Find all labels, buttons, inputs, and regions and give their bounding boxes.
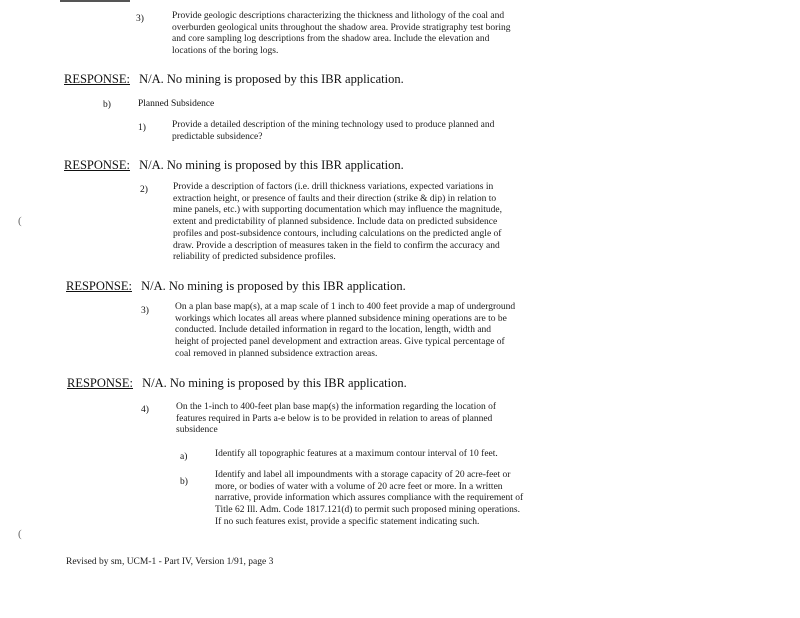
- response-label: RESPONSE:: [67, 376, 133, 390]
- item-number: 4): [141, 405, 149, 415]
- subitem-letter: b): [180, 477, 188, 487]
- paragraph-line: reliability of predicted subsidence profiles.: [173, 252, 336, 263]
- paragraph-line: and core sampling log descriptions from the shadow area. Include the elevation and: [172, 34, 490, 45]
- page-footer: Revised by sm, UCM-1 - Part IV, Version 1/91, page 3: [66, 557, 274, 567]
- paragraph-line: locations of the boring logs.: [172, 46, 279, 57]
- item1-paragraph: [172, 120, 732, 143]
- item3-top-paragraph: [172, 11, 732, 58]
- paragraph-line: Provide a detailed description of the mining technology used to produce planned and: [172, 120, 495, 130]
- section-title: Planned Subsidence: [138, 99, 215, 109]
- item4a-paragraph: [215, 449, 745, 461]
- paragraph-line: more, or bodies of water with a volume of 20 acre feet or more. In a written: [215, 481, 503, 492]
- paragraph-line: profiles and post-subsidence contours, including calculations on the predicted angle of: [173, 228, 502, 239]
- paragraph-line: narrative, provide information which assures compliance with the requirement of: [215, 493, 524, 504]
- paragraph-line: features required in Parts a-e below is to be provided in relation to areas of planned: [176, 413, 493, 424]
- paragraph-line: Title 62 Ill. Adm. Code 1817.121(d) to permit such proposed mining operations.: [215, 505, 520, 516]
- paragraph-line: conducted. Include detailed information in regard to the location, length, width and: [175, 325, 492, 336]
- section-number: b): [103, 100, 111, 110]
- binder-hole-mark: (: [18, 528, 22, 540]
- response-label: RESPONSE:: [64, 72, 130, 86]
- item-number: 1): [138, 123, 146, 133]
- response-line: [64, 72, 404, 87]
- response-text: N/A. No mining is proposed by this IBR application.: [139, 158, 404, 172]
- response-text: N/A. No mining is proposed by this IBR application.: [141, 279, 406, 293]
- binder-hole-mark: (: [18, 215, 22, 227]
- paragraph-line: Provide geologic descriptions characterizing the thickness and lithology of the coal and: [172, 11, 505, 21]
- item4b-paragraph: [215, 470, 755, 529]
- paragraph-line: If no such features exist, provide a specific statement indicating such.: [215, 516, 480, 527]
- response-line: [66, 279, 406, 294]
- response-label: RESPONSE:: [64, 158, 130, 172]
- paragraph-line: mine panels, etc.) with supporting documentation which may influence the magnitude,: [173, 205, 502, 216]
- paragraph-line: extraction height, or presence of faults and their direction (strike & dip) in relation to: [173, 193, 497, 204]
- paragraph-line: subsidence: [176, 425, 218, 436]
- paragraph-line: Identify all topographic features at a maximum contour interval of 10 feet.: [215, 449, 498, 459]
- item3-paragraph: [175, 302, 740, 361]
- item-number: 3): [136, 14, 144, 24]
- paragraph-line: Provide a description of factors (i.e. drill thickness variations, expected variations in: [173, 182, 494, 192]
- paragraph-line: coal removed in planned subsidence extraction areas.: [175, 348, 378, 359]
- paragraph-line: extent and predictability of planned subsidence. Include data on predicted subsidence: [173, 217, 498, 228]
- paragraph-line: Identify and label all impoundments with a storage capacity of 20 acre-feet or: [215, 470, 511, 480]
- paragraph-line: height of projected panel development and extraction areas. Give typical percentage of: [175, 337, 505, 348]
- paragraph-line: On the 1-inch to 400-feet plan base map(s) the information regarding the location of: [176, 402, 496, 412]
- item2-paragraph: [173, 182, 738, 264]
- paragraph-line: workings which locates all areas where planned subsidence mining operations are to be: [175, 313, 507, 324]
- paragraph-line: draw. Provide a description of measures taken in the field to confirm the accuracy and: [173, 240, 500, 251]
- paragraph-line: overburden geological units throughout the shadow area. Provide stratigraphy test boring: [172, 22, 511, 33]
- item-number: 2): [140, 185, 148, 195]
- top-rule: [60, 0, 130, 2]
- response-line: [64, 158, 404, 173]
- response-line: [67, 376, 407, 391]
- paragraph-line: predictable subsidence?: [172, 131, 263, 142]
- item-number: 3): [141, 306, 149, 316]
- item4-paragraph: [176, 402, 736, 437]
- response-text: N/A. No mining is proposed by this IBR application.: [142, 376, 407, 390]
- paragraph-line: On a plan base map(s), at a map scale of 1 inch to 400 feet provide a map of underground: [175, 302, 516, 312]
- response-text: N/A. No mining is proposed by this IBR application.: [139, 72, 404, 86]
- subitem-letter: a): [180, 452, 188, 462]
- response-label: RESPONSE:: [66, 279, 132, 293]
